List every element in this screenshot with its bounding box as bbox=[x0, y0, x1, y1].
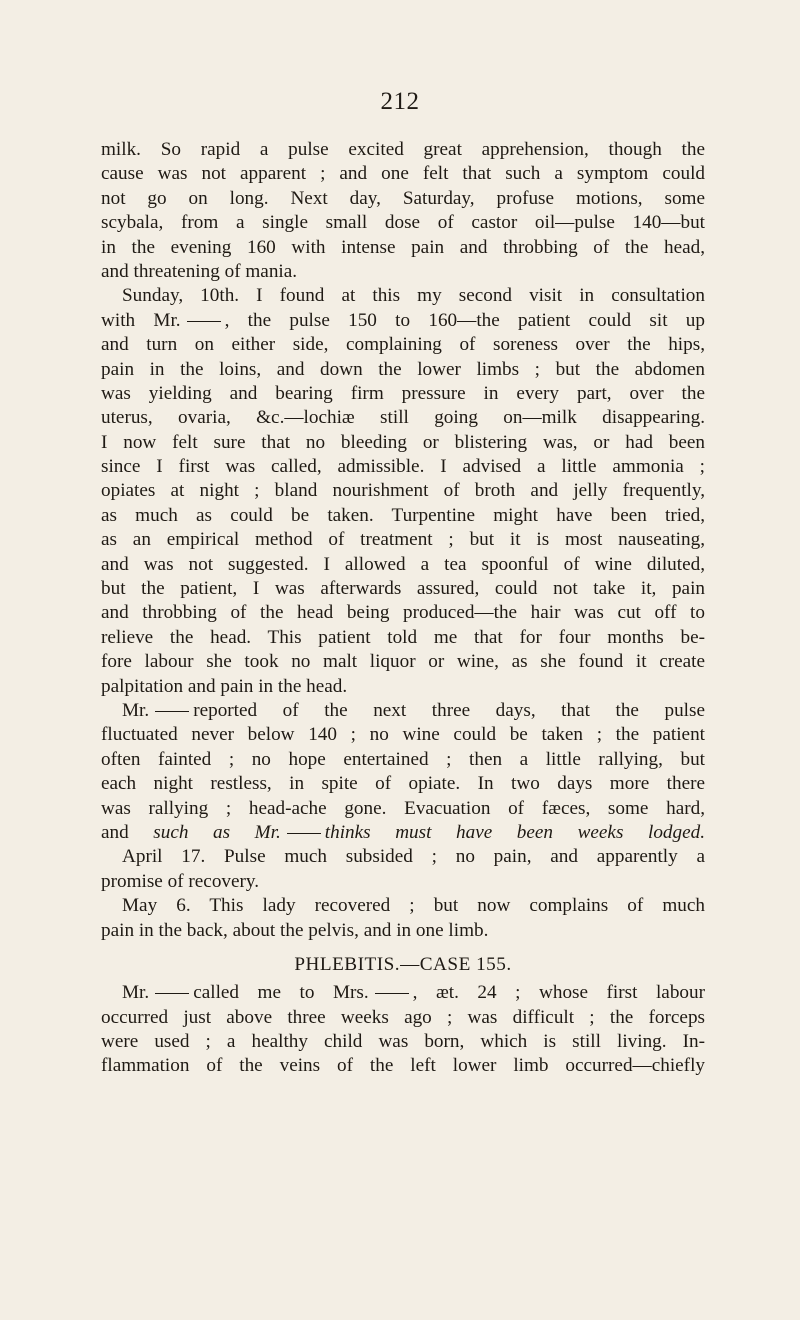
text-line: as an empirical method of treatment ; but it is most nauseating, bbox=[101, 529, 705, 551]
text-line: and turn on either side, complaining of soreness over the hips, bbox=[101, 334, 705, 356]
text-fragment: Mr. bbox=[122, 982, 150, 1004]
italic-fragment: such as Mr. bbox=[153, 821, 281, 843]
text-line bbox=[101, 981, 705, 1005]
text-line: I now felt sure that no bleeding or blistering was, or had been bbox=[101, 431, 705, 453]
name-dash bbox=[187, 321, 221, 322]
text-line: and was not suggested. I allowed a tea spoonful of wine diluted, bbox=[101, 553, 705, 575]
text-line: in the evening 160 with intense pain and throbbing of the head, bbox=[101, 236, 705, 258]
text-fragment: with Mr. bbox=[101, 309, 181, 331]
text-line: and throbbing of the head being produced—the hair was cut off to bbox=[101, 602, 705, 624]
text-line: fore labour she took no malt liquor or wine, as she found it create bbox=[101, 651, 705, 673]
text-line: fluctuated never below 140 ; no wine could be taken ; the patient bbox=[101, 724, 705, 746]
text-fragment: , the pulse 150 to 160—the patient could sit up bbox=[224, 309, 705, 331]
text-fragment: called me to Mrs. bbox=[193, 982, 369, 1004]
text-line: flammation of the veins of the left lower limb occurred—chiefly bbox=[101, 1055, 705, 1077]
text-line bbox=[101, 699, 705, 723]
italic-fragment: thinks must have been weeks lodged. bbox=[324, 821, 706, 843]
text-line: and threatening of mania. bbox=[101, 260, 298, 282]
text-line: was yielding and bearing firm pressure in every part, over the bbox=[101, 382, 705, 404]
text-line: uterus, ovaria, &c.—lochiæ still going on—milk disappearing. bbox=[101, 407, 705, 429]
section-heading: PHLEBITIS.—CASE 155. bbox=[294, 953, 512, 975]
text-fragment: reported of the next three days, that the pulse bbox=[193, 699, 705, 721]
text-line: cause was not apparent ; and one felt that such a symptom could bbox=[101, 163, 705, 185]
text-line: but the patient, I was afterwards assured, could not take it, pain bbox=[101, 578, 705, 600]
name-dash bbox=[155, 711, 189, 712]
text-line: not go on long. Next day, Saturday, profuse motions, some bbox=[101, 187, 705, 209]
text-line bbox=[101, 821, 705, 845]
text-line: occurred just above three weeks ago ; was difficult ; the forceps bbox=[101, 1006, 705, 1028]
text-line: palpitation and pain in the head. bbox=[101, 675, 348, 697]
text-line: relieve the head. This patient told me that for four months be- bbox=[101, 626, 705, 648]
name-dash bbox=[155, 993, 189, 994]
text-line: as much as could be taken. Turpentine might have been tried, bbox=[101, 504, 705, 526]
text-fragment: , æt. 24 ; whose first labour bbox=[412, 982, 705, 1004]
text-line: was rallying ; head-ache gone. Evacuation of fæces, some hard, bbox=[101, 797, 705, 819]
page-number: 212 bbox=[380, 88, 420, 115]
text-line: each night restless, in spite of opiate. In two days more there bbox=[101, 773, 705, 795]
text-line bbox=[101, 309, 705, 333]
text-line: promise of recovery. bbox=[101, 870, 260, 892]
text-line: milk. So rapid a pulse excited great apprehension, though the bbox=[101, 139, 705, 160]
text-line: since I first was called, admissible. I advised a little ammonia ; bbox=[101, 456, 705, 478]
text-line: scybala, from a single small dose of castor oil—pulse 140—but bbox=[101, 212, 705, 234]
body-text bbox=[101, 138, 705, 1079]
text-line: were used ; a healthy child was born, which is still living. In- bbox=[101, 1031, 705, 1053]
text-line: pain in the loins, and down the lower limbs ; but the abdomen bbox=[101, 358, 705, 380]
name-dash bbox=[375, 993, 409, 994]
text-line: April 17. Pulse much subsided ; no pain, and apparently a bbox=[122, 846, 705, 868]
text-line: Sunday, 10th. I found at this my second visit in consultation bbox=[122, 285, 705, 307]
text-fragment: Mr. bbox=[122, 699, 150, 721]
text-fragment: and bbox=[101, 821, 129, 843]
text-line: opiates at night ; bland nourishment of broth and jelly frequently, bbox=[101, 480, 705, 502]
text-line: pain in the back, about the pelvis, and in one limb. bbox=[101, 919, 489, 941]
name-dash bbox=[287, 833, 321, 834]
text-line: May 6. This lady recovered ; but now complains of much bbox=[122, 895, 705, 917]
text-line: often fainted ; no hope entertained ; then a little rallying, but bbox=[101, 748, 705, 770]
